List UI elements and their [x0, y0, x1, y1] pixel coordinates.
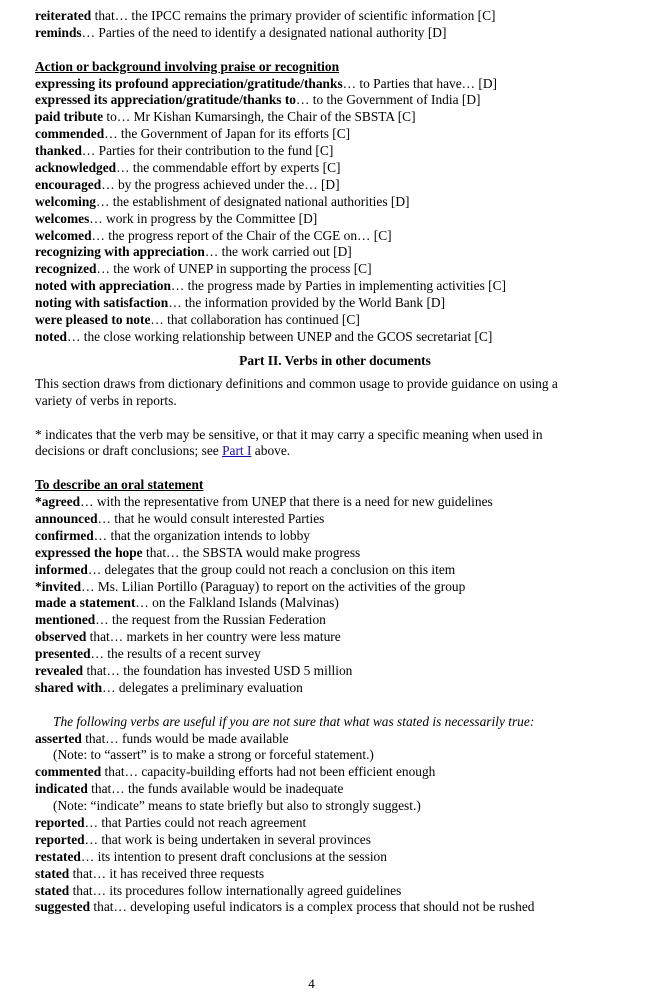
- entry-line: [35, 143, 635, 160]
- section-heading: To describe an oral statement: [35, 477, 204, 493]
- verb: paid tribute: [35, 109, 104, 125]
- entry-line: [35, 261, 635, 278]
- top-entries: [35, 8, 635, 42]
- verb: reported: [35, 831, 85, 847]
- entry-text: … that collaboration has continued [C]: [150, 312, 360, 328]
- entry-text: that… developing useful indicators is a complex process that should not be rushed: [90, 899, 535, 915]
- note-line: (Note: “indicate” means to state briefly but also to strongly suggest.): [53, 798, 421, 814]
- entry-line: [35, 562, 635, 579]
- entry-text: … the progress report of the Chair of the CGE on… [C]: [91, 227, 392, 243]
- praise-section: [35, 59, 635, 346]
- verb: thanked: [35, 143, 82, 159]
- spacer: [35, 42, 635, 59]
- spacer: [35, 410, 635, 427]
- entry-line: [35, 25, 635, 42]
- entry-line: [35, 211, 635, 228]
- verb: presented: [35, 646, 91, 662]
- entry-text: … that he would consult interested Parties: [97, 511, 325, 526]
- entry-text: … the request from the Russian Federation: [95, 612, 326, 628]
- entry-text: to… Mr Kishan Kumarsingh, the Chair of the SBSTA [C]: [103, 109, 416, 125]
- note-line: (Note: to “assert” is to make a strong or forceful statement.): [53, 747, 374, 763]
- verb: confirmed: [35, 527, 94, 543]
- entry-line: [35, 528, 635, 545]
- verb: commented: [35, 764, 102, 780]
- entry-text: … the Government of Japan for its efforts [C]: [104, 126, 351, 142]
- asterisk-note: [35, 427, 595, 461]
- entry-line: [35, 731, 635, 748]
- verb: reported: [35, 815, 85, 831]
- spacer: [35, 460, 635, 477]
- uncertain-section: [35, 714, 635, 917]
- verb: shared with: [35, 679, 103, 695]
- asterisk-note-text: * indicates that the verb may be sensitive, or that it may carry a specific meaning when used in decisions or draft conclusions; see: [35, 426, 543, 459]
- oral-section: [35, 477, 635, 697]
- entry-line: [35, 612, 635, 629]
- entry-line: [35, 629, 635, 646]
- verb: asserted: [35, 730, 82, 746]
- entry-line: [35, 329, 635, 346]
- entry-line: [35, 595, 635, 612]
- entry-text: … the work carried out [D]: [204, 244, 352, 260]
- entry-text: that… the funds available would be inadequate: [87, 781, 344, 797]
- entry-line: [35, 663, 635, 680]
- entry-line: [35, 764, 635, 781]
- verb: made a statement: [35, 595, 136, 611]
- verb: informed: [35, 561, 88, 577]
- entry-line: [35, 494, 635, 511]
- entry-text: that… capacity-building efforts had not been efficient enough: [101, 764, 436, 780]
- verb: announced: [35, 511, 98, 526]
- entry-line: [35, 76, 635, 93]
- verb: reminds: [35, 24, 82, 40]
- entry-text: that… the foundation has invested USD 5 million: [83, 663, 353, 679]
- verb: welcomed: [35, 227, 92, 243]
- verb: commended: [35, 126, 105, 142]
- verb: suggested: [35, 899, 91, 915]
- entry-line: [35, 312, 635, 329]
- entry-text: … on the Falkland Islands (Malvinas): [135, 595, 339, 611]
- entry-text: … work in progress by the Committee [D]: [89, 210, 318, 226]
- verb: encouraged: [35, 176, 102, 192]
- verb: recognizing with appreciation: [35, 244, 205, 260]
- entry-line: [35, 680, 635, 697]
- entry-line: [35, 511, 635, 528]
- verb: *invited: [35, 578, 82, 594]
- verb: observed: [35, 629, 87, 645]
- entry-line: [35, 8, 635, 25]
- verb: stated: [35, 865, 70, 881]
- part-title: Part II. Verbs in other documents: [239, 352, 431, 368]
- entry-line: [35, 646, 635, 663]
- entry-text: … to the Government of India [D]: [296, 92, 481, 108]
- document-page: [35, 8, 635, 916]
- entry-text: … Ms. Lilian Portillo (Paraguay) to report on the activities of the group: [81, 578, 466, 594]
- entry-text: … with the representative from UNEP that there is a need for new guidelines: [80, 494, 493, 510]
- verb: welcomes: [35, 210, 90, 226]
- verb: welcoming: [35, 193, 96, 209]
- entry-text: … that the organization intends to lobby: [93, 527, 310, 543]
- part-i-link[interactable]: Part I: [222, 443, 252, 459]
- entry-text: that… its procedures follow internationally agreed guidelines: [69, 882, 402, 898]
- verb: noting with satisfaction: [35, 295, 169, 311]
- verb: revealed: [35, 663, 84, 679]
- entry-line: [35, 160, 635, 177]
- entry-line: [35, 815, 635, 832]
- verb: expressed its appreciation/gratitude/thanks to: [35, 92, 297, 108]
- entry-line: [35, 866, 635, 883]
- verb: indicated: [35, 781, 88, 797]
- entry-text: … the information provided by the World Bank [D]: [168, 295, 446, 311]
- entry-line: [35, 781, 635, 798]
- section-heading: Action or background involving praise or recognition: [35, 58, 340, 74]
- entry-text: … delegates that the group could not reach a conclusion on this item: [87, 561, 456, 577]
- entry-text: that… it has received three requests: [69, 865, 265, 881]
- entry-text: that… the IPCC remains the primary provider of scientific information [C]: [91, 8, 496, 23]
- entry-text: … the progress made by Parties in implementing activities [C]: [170, 278, 506, 294]
- entry-text: … delegates a preliminary evaluation: [102, 679, 303, 695]
- entry-line: [35, 579, 635, 596]
- entry-line: [35, 126, 635, 143]
- verb: recognized: [35, 261, 97, 277]
- entry-text: … by the progress achieved under the… [D]: [101, 176, 340, 192]
- entry-line: [35, 228, 635, 245]
- entry-line: [35, 177, 635, 194]
- entry-line: [35, 832, 635, 849]
- verb: noted: [35, 328, 67, 344]
- entry-line: [35, 109, 635, 126]
- verb: acknowledged: [35, 160, 117, 176]
- spacer: [35, 697, 635, 714]
- entry-line: [35, 849, 635, 866]
- entry-text: … that work is being undertaken in several provinces: [84, 831, 371, 847]
- entry-text: … that Parties could not reach agreement: [84, 815, 307, 831]
- verb: expressed the hope: [35, 544, 143, 560]
- entry-line: [35, 92, 635, 109]
- entry-text: … Parties of the need to identify a designated national authority [D]: [81, 24, 447, 40]
- verb: noted with appreciation: [35, 278, 171, 294]
- part-intro: This section draws from dictionary definitions and common usage to provide guidance on using a variety of verbs in reports.: [35, 375, 558, 408]
- entry-line: [35, 295, 635, 312]
- page-number: 4: [308, 976, 315, 991]
- verb: stated: [35, 882, 70, 898]
- entry-text: that… markets in her country were less mature: [86, 629, 341, 645]
- entry-line: [35, 899, 635, 916]
- entry-text: … the results of a recent survey: [90, 646, 261, 662]
- asterisk-note-tail: above.: [251, 443, 291, 459]
- entry-line: [35, 244, 635, 261]
- verb: expressing its profound appreciation/gratitude/thanks: [35, 75, 343, 91]
- section-intro: The following verbs are useful if you are not sure that what was stated is necessarily true:: [53, 713, 535, 729]
- entry-text: … the commendable effort by experts [C]: [116, 160, 341, 176]
- entry-line: [35, 883, 635, 900]
- entry-text: … the work of UNEP in supporting the process [C]: [96, 261, 372, 277]
- entry-text: … the close working relationship between UNEP and the GCOS secretariat [C]: [67, 328, 493, 344]
- entry-text: … the establishment of designated national authorities [D]: [96, 193, 410, 209]
- verb: restated: [35, 848, 81, 864]
- entry-text: … its intention to present draft conclusions at the session: [80, 848, 387, 864]
- entry-text: that… funds would be made available: [81, 730, 289, 746]
- entry-text: that… the SBSTA would make progress: [142, 544, 361, 560]
- entry-line: [35, 194, 635, 211]
- entry-line: [35, 545, 635, 562]
- verb: mentioned: [35, 612, 96, 628]
- entry-line: [35, 278, 635, 295]
- entry-text: … to Parties that have… [D]: [342, 75, 497, 91]
- verb: were pleased to note: [35, 312, 151, 328]
- entry-text: … Parties for their contribution to the fund [C]: [81, 143, 334, 159]
- verb: *agreed: [35, 494, 81, 510]
- verb: reiterated: [35, 8, 92, 23]
